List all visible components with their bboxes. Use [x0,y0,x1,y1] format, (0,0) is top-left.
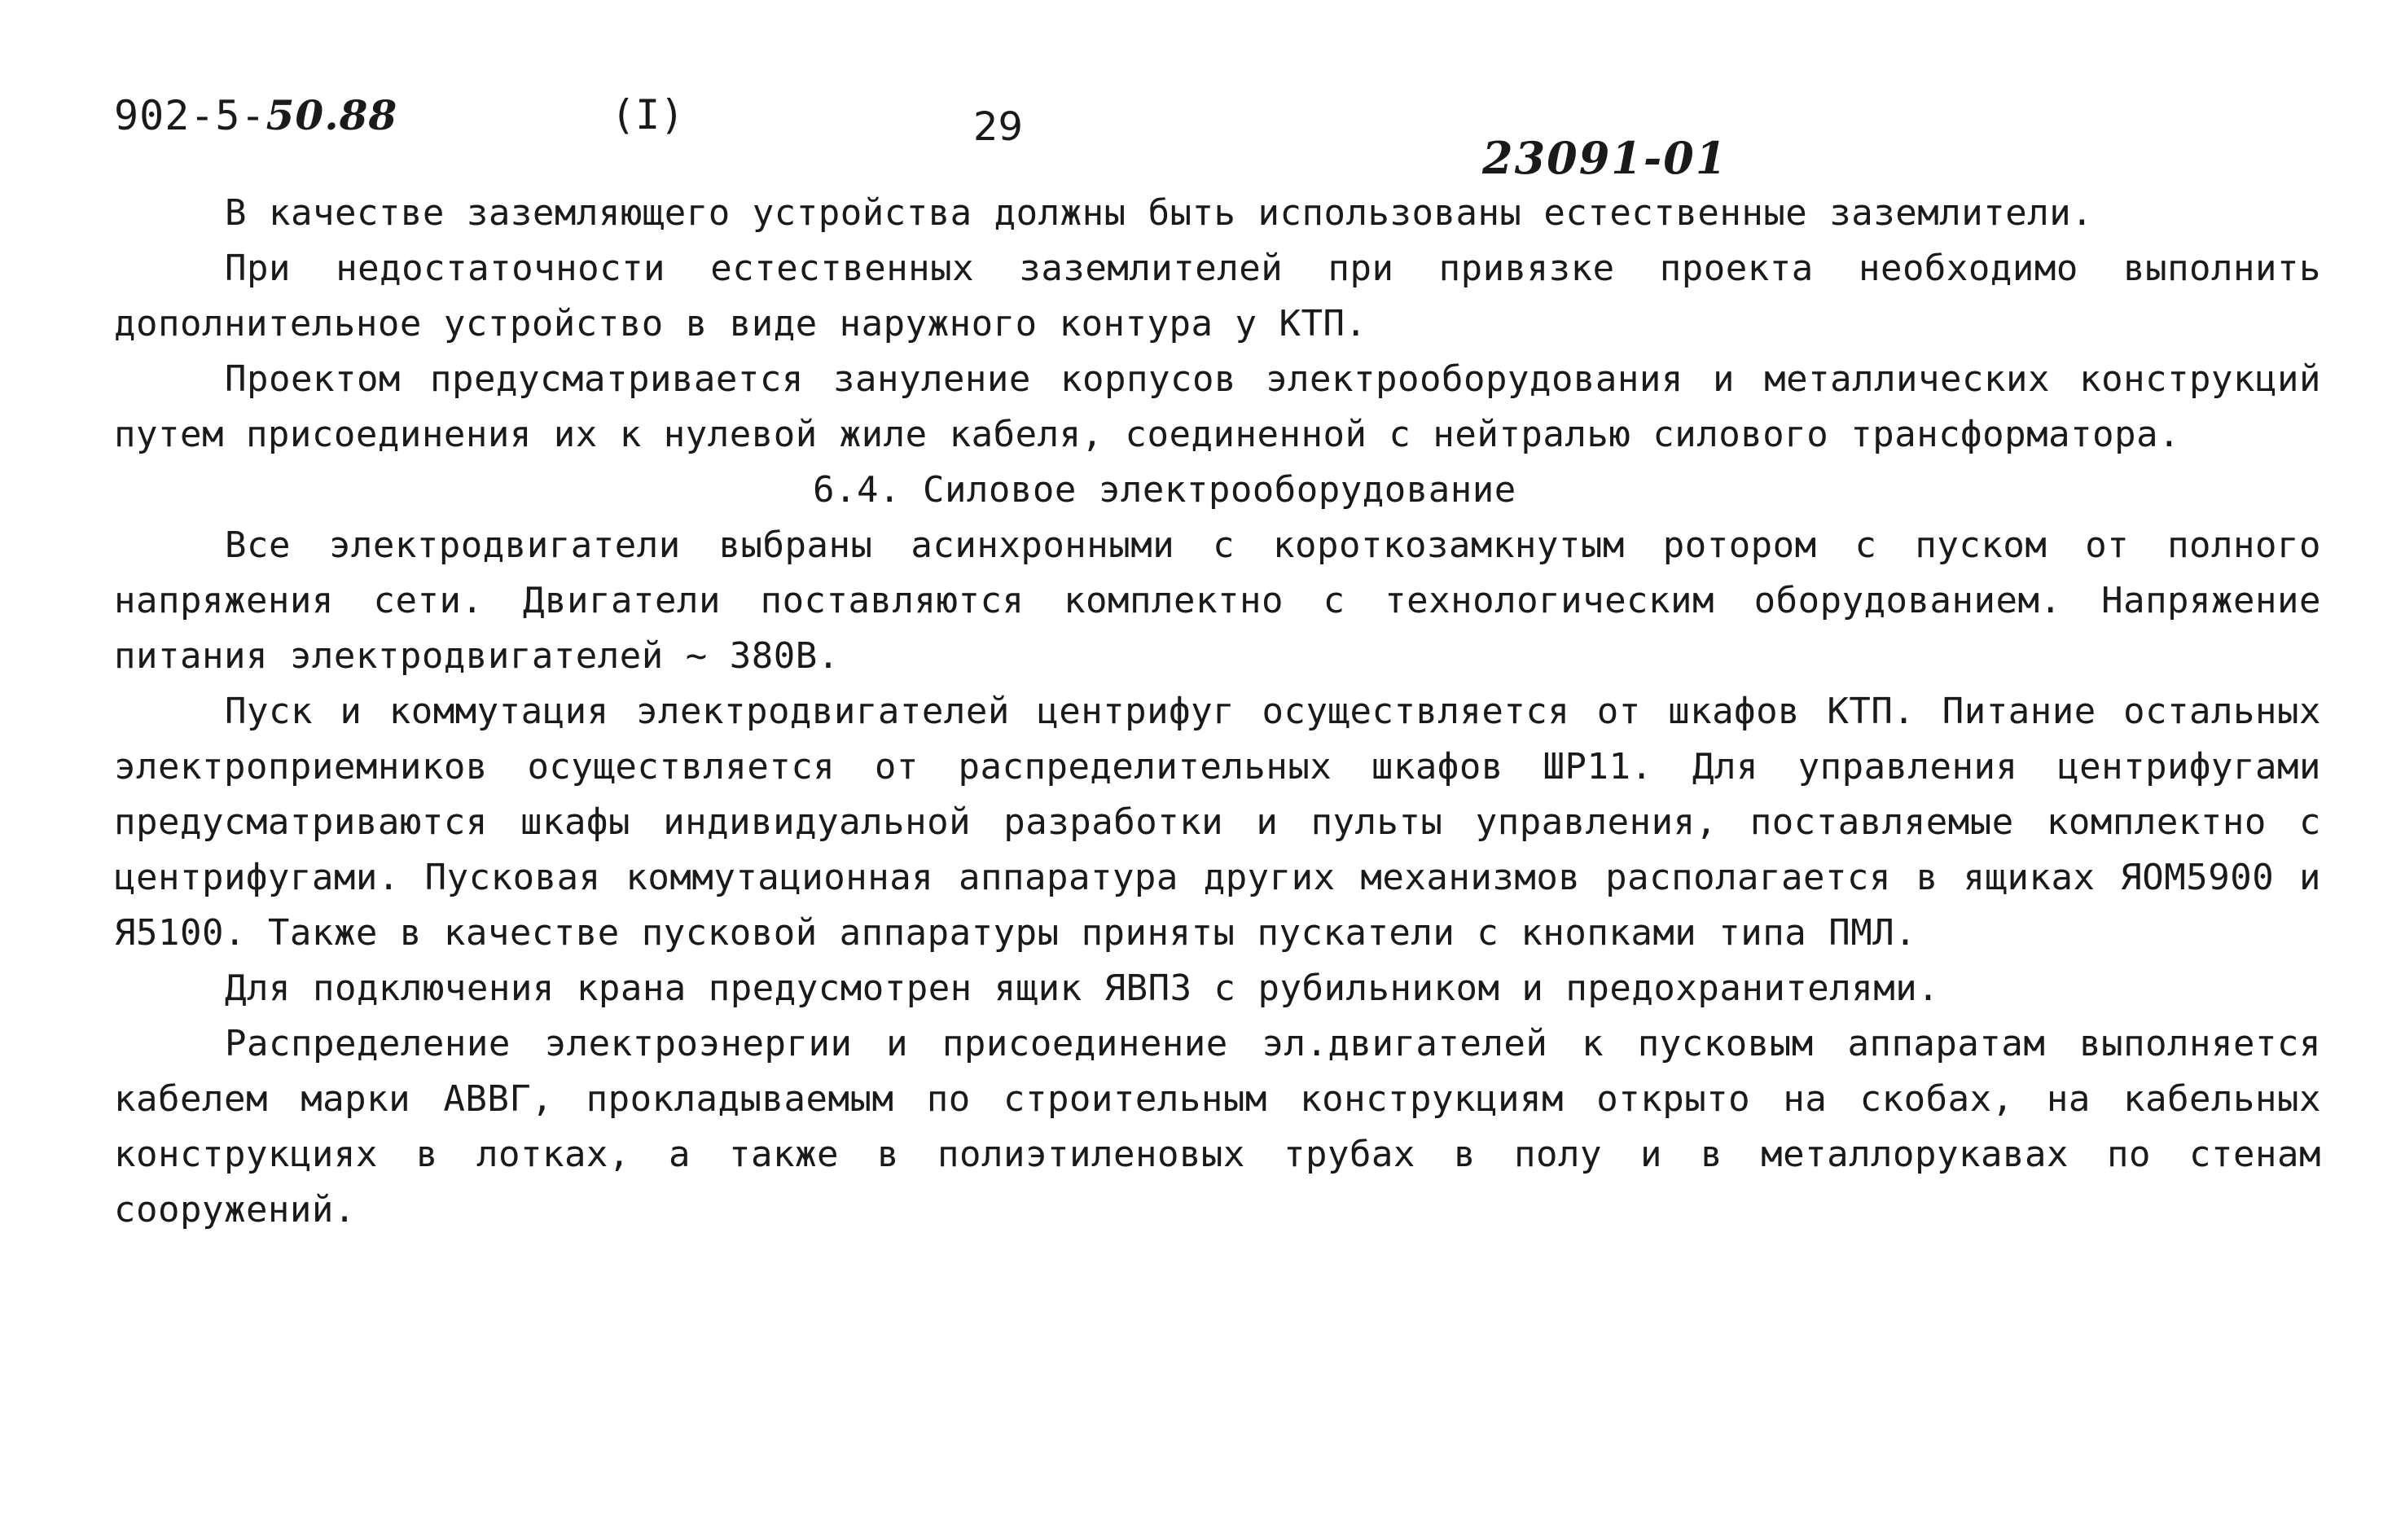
sheet-marker: (I) [611,91,685,138]
section-heading: 6.4. Силовое электрооборудование [813,469,1516,511]
document-code-handwritten: 50.88 [266,91,398,139]
paragraph-neutral-grounding: Проектом предусматривается зануление корпусов электрооборудования и металлических конструкций путем присоединения их к нулевой жиле кабеля, соединенной с нейтралью силового трансформатора. [114,358,2321,455]
document-code [114,91,397,139]
paragraph-switching: Пуск и коммутация электродвигателей центрифуг осуществляется от шкафов КТП. Питание остальных электроприемников осуществляется от распределительных шкафов ШР11. Для управления центрифугами предусматриваются шкафы индивидуальной разработки и пульты управления, поставляемые комплектно с центрифугами. Пусковая коммутационная аппаратура других механизмов располагается в ящиках ЯОМ5900 и Я5100. Также в качестве пусковой аппаратуры приняты пускатели с кнопками типа ПМЛ. [114,691,2321,954]
document-body [114,186,2321,1238]
paragraph-grounding-device: В качестве заземляющего устройства должны быть использованы естественные заземлители. [225,192,2094,234]
paragraph-motors: Все электродвигатели выбраны асинхронными с короткозамкнутым ротором с пуском от полного напряжения сети. Двигатели поставляются комплектно с технологическим оборудованием. Напряжение питания электродвигателей ~ 380В. [114,524,2321,677]
page-number: 29 [973,104,1024,150]
document-code-prefix: 902-5- [114,92,266,139]
paragraph-additional-grounding: При недостаточности естественных заземлителей при привязке проекта необходимо выполнить дополнительное устройство в виде наружного контура у КТП. [114,248,2321,344]
paragraph-power-distribution: Распределение электроэнергии и присоединение эл.двигателей к пусковым аппаратам выполняется кабелем марки АВВГ, прокладываемым по строительным конструкциям открыто на скобах, на кабельных конструкциях в лотках, а также в полиэтиленовых трубах в полу и в металлорукавах по стенам сооружений. [114,1023,2321,1231]
handwritten-archive-number: 23091-01 [1482,132,1728,184]
paragraph-crane-connection: Для подключения крана предусмотрен ящик ЯВП3 с рубильником и предохранителями. [225,967,1940,1009]
